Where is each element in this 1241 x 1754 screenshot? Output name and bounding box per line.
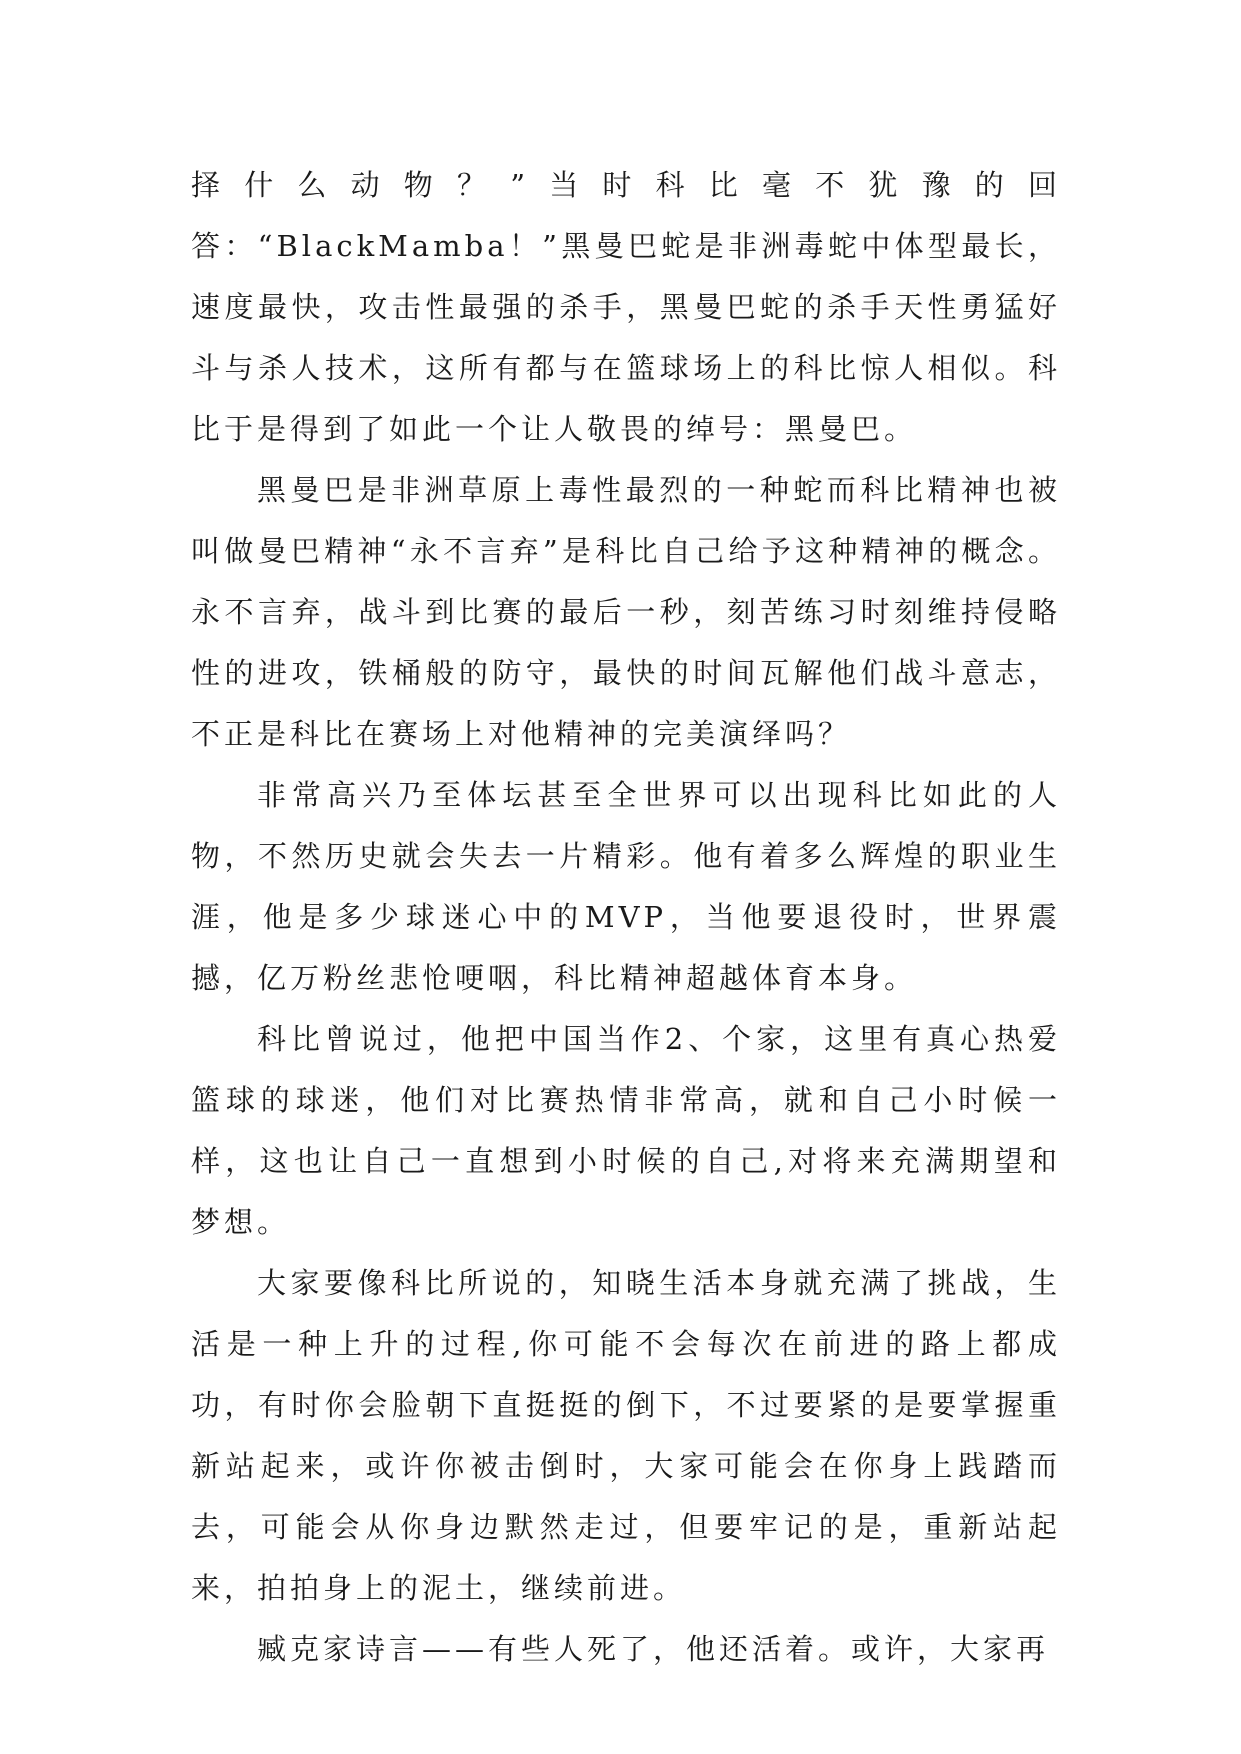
paragraph-1: 择什么动物？”当时科比毫不犹豫的回答：“BlackMamba！”黑曼巴蛇是非洲毒蛇中体型最长，速度最快，攻击性最强的杀手，黑曼巴蛇的杀手天性勇猛好斗与杀人技术，这所有都与在篮球场上的科比惊人相似。科比于是得到了如此一个让人敬畏的绰号：黑曼巴。 (191, 168, 1061, 446)
paragraph-5: 大家要像科比所说的，知晓生活本身就充满了挑战，生活是一种上升的过程,你可能不会每次在前进的路上都成功，有时你会脸朝下直挺挺的倒下，不过要紧的是要掌握重新站起来，或许你被击倒时，大家可能会在你身上践踏而去，可能会从你身边默然走过，但要牢记的是，重新站起来，拍拍身上的泥土，继续前进。 (191, 1266, 1061, 1605)
paragraph-2: 黑曼巴是非洲草原上毒性最烈的一种蛇而科比精神也被叫做曼巴精神“永不言弃”是科比自己给予这种精神的概念。永不言弃，战斗到比赛的最后一秒，刻苦练习时刻维持侵略性的进攻，铁桶般的防守，最快的时间瓦解他们战斗意志，不正是科比在赛场上对他精神的完美演绎吗？ (191, 473, 1061, 751)
paragraph-6: 臧克家诗言——有些人死了，他还活着。或许，大家再 (257, 1632, 1050, 1666)
paragraph-3: 非常高兴乃至体坛甚至全世界可以出现科比如此的人物，不然历史就会失去一片精彩。他有着多么辉煌的职业生涯，他是多少球迷心中的MVP，当他要退役时，世界震撼，亿万粉丝悲怆哽咽，科比精神超越体育本身。 (191, 778, 1061, 995)
document-body (191, 155, 1061, 1680)
paragraph-4: 科比曾说过，他把中国当作2、个家，这里有真心热爱篮球的球迷，他们对比赛热情非常高，就和自己小时候一样，这也让自己一直想到小时候的自己,对将来充满期望和梦想。 (191, 1022, 1061, 1239)
